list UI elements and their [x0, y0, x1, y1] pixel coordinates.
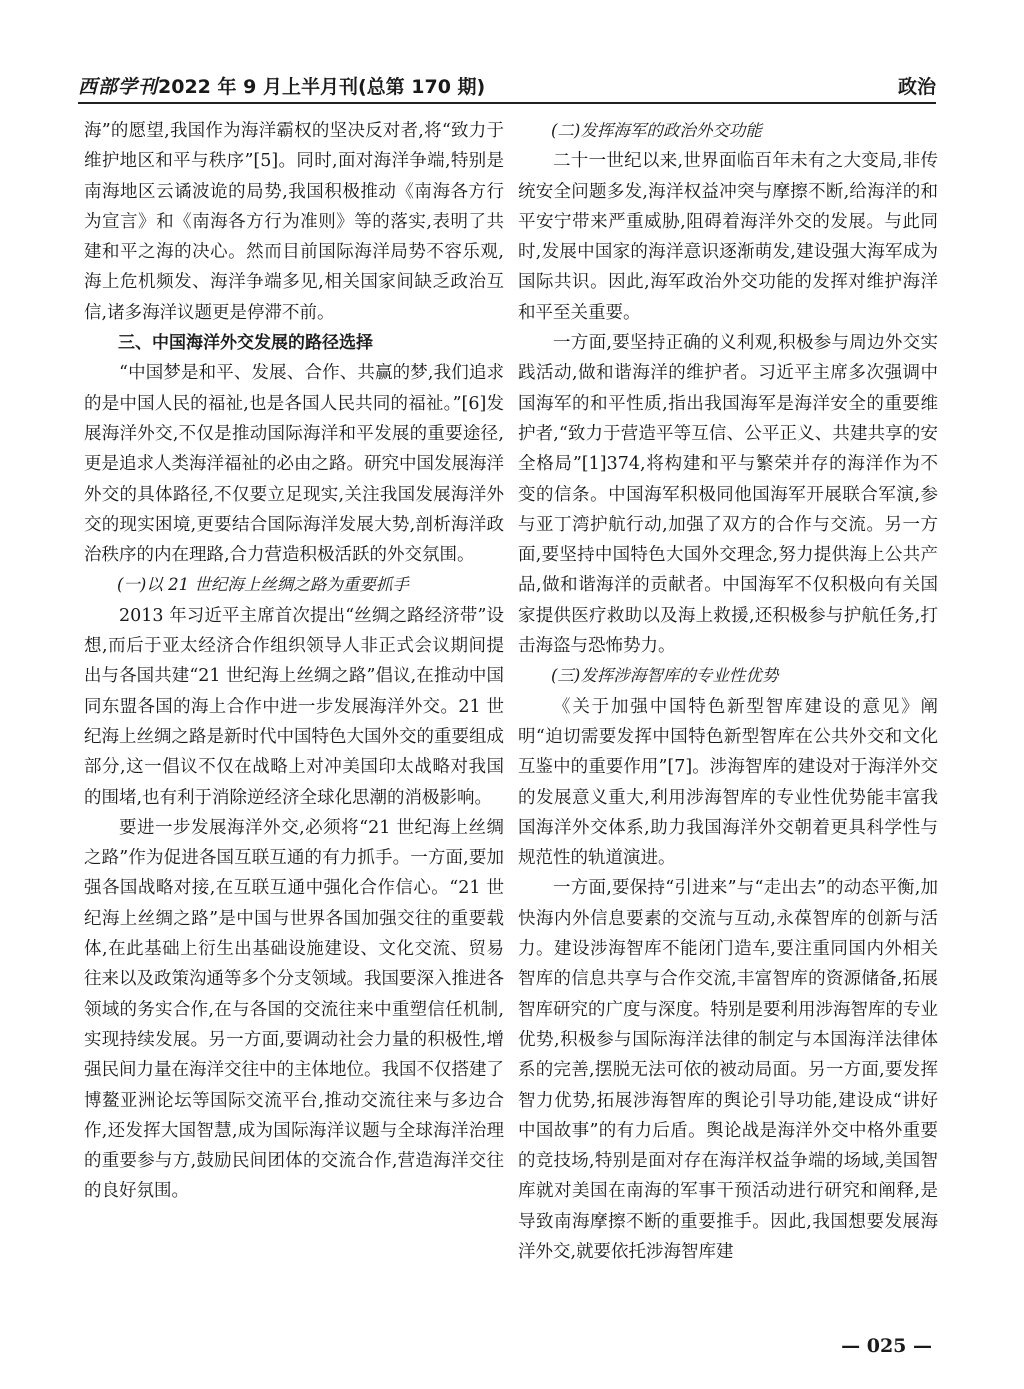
paragraph: 《关于加强中国特色新型智库建设的意见》阐明“迫切需要发挥中国特色新型智库在公共外交和文化互鉴中的重要作用”[7]。涉海智库的建设对于海洋外交的发展意义重大,利用涉海智库的专业性优势能丰富我国海洋外交体系,助力我国海洋外交朝着更具科学性与规范性的轨道演进。 — [518, 696, 938, 869]
paragraph: “中国梦是和平、发展、合作、共赢的梦,我们追求的是中国人民的福祉,也是各国人民共同的福祉。”[6]发展海洋外交,不仅是推动国际海洋和平发展的重要途径,更是追求人类海洋福祉的必由之路。研究中国发展海洋外交的具体路径,不仅要立足现实,关注我国发展海洋外交的现实困境,更要结合国际海洋发展大势,剖析海洋政治秩序的内在理路,合力营造积极活跃的外交氛围。 — [84, 363, 504, 566]
paragraph: 要进一步发展海洋外交,必须将“21 世纪海上丝绸之路”作为促进各国互联互通的有力抓手。一方面,要加强各国战略对接,在互联互通中强化合作信心。“21 世纪海上丝绸之路”是中国与世界各国加强交往的重要载体,在此基础上衍生出基础设施建设、文化交流、贸易往来以及政策沟通等多个分支领域。我国要深入推进各领域的务实合作,在与各国的交流往来中重塑信任机制,实现持续发展。另一方面,要调动社会力量的积极性,增强民间力量在海洋交往中的主体地位。我国不仅搭建了博鳌亚洲论坛等国际交流平台,推动交流往来与多边合作,还发挥大国智慧,成为国际海洋议题与全球海洋治理的重要参与方,鼓励民间团体的交流合作,营造海洋交往的良好氛围。 — [84, 817, 504, 1202]
left-column — [84, 116, 504, 1207]
paragraph: 一方面,要坚持正确的义利观,积极参与周边外交实践活动,做和谐海洋的维护者。习近平主席多次强调中国海军的和平性质,指出我国海军是海洋安全的重要维护者,“致力于营造平等互信、公平正义、共建共享的安全格局”[1]374,将构建和平与繁荣并存的海洋作为不变的信条。中国海军积极同他国海军开展联合军演,参与亚丁湾护航行动,加强了双方的合作与交流。另一方面,要坚持中国特色大国外交理念,努力提供海上公共产品,做和谐海洋的贡献者。中国海军不仅积极向有关国家提供医疗救助以及海上救援,还积极参与护航任务,打击海盗与恐怖势力。 — [518, 333, 938, 657]
section-label: 政治 — [897, 76, 936, 98]
journal-issue-line — [78, 72, 485, 99]
issue-label: 2022 年 9 月上半月刊(总第 170 期) — [158, 76, 486, 98]
right-column — [518, 116, 938, 1267]
subsection-heading: (二)发挥海军的政治外交功能 — [551, 121, 762, 140]
journal-logo: 西部学刊 — [78, 76, 159, 98]
paragraph: 二十一世纪以来,世界面临百年未有之大变局,非传统安全问题多发,海洋权益冲突与摩擦不断,给海洋的和平安宁带来严重威胁,阻碍着海洋外交的发展。与此同时,发展中国家的海洋意识逐渐萌发,建设强大海军成为国际共识。因此,海军政治外交功能的发挥对维护海洋和平至关重要。 — [518, 151, 938, 323]
paragraph: 2013 年习近平主席首次提出“丝绸之路经济带”设想,而后于亚太经济合作组织领导人非正式会议期间提出与各国共建“21 世纪海上丝绸之路”倡议,在推动中国同东盟各国的海上合作中进一步发展海洋外交。21 世纪海上丝绸之路是新时代中国特色大国外交的重要组成部分,这一倡议不仅在战略上对冲美国印太战略对我国的围堵,也有利于消除逆经济全球化思潮的消极影响。 — [84, 605, 504, 808]
subsection-heading: (三)发挥涉海智库的专业性优势 — [551, 666, 779, 686]
subsection-heading: (一)以 21 世纪海上丝绸之路为重要抓手 — [117, 575, 409, 595]
paragraph-continued: 海”的愿望,我国作为海洋霸权的坚决反对者,将“致力于维护地区和平与秩序”[5]。同时,面对海洋争端,特别是南海地区云谲波诡的局势,我国积极推动《南海各方行为宣言》和《南海各方行为准则》等的落实,表明了共建和平之海的决心。然而目前国际海洋局势不容乐观,海上危机频发、海洋争端多见,相关国家间缺乏政治互信,诸多海洋议题更是停滞不前。 — [84, 121, 504, 323]
paragraph: 一方面,要保持“引进来”与“走出去”的动态平衡,加快海内外信息要素的交流与互动,永葆智库的创新与活力。建设涉海智库不能闭门造车,要注重同国内外相关智库的信息共享与合作交流,丰富智库的资源储备,拓展智库研究的广度与深度。特别是要利用涉海智库的专业优势,积极参与国际海洋法律的制定与本国海洋法律体系的完善,摆脱无法可依的被动局面。另一方面,要发挥智力优势,拓展涉海智库的舆论引导功能,建设成“讲好中国故事”的有力后盾。舆论战是海洋外交中格外重要的竞技场,特别是面对存在海洋权益争端的场域,美国智库就对美国在南海的军事干预活动进行研究和阐释,是导致南海摩擦不断的重要推手。因此,我国想要发展海洋外交,就要依托涉海智库建 — [518, 878, 938, 1262]
page-header — [78, 70, 936, 102]
header-divider — [78, 102, 936, 104]
section-heading: 三、中国海洋外交发展的路径选择 — [118, 333, 373, 354]
page-number: — 025 — — [841, 1335, 932, 1357]
